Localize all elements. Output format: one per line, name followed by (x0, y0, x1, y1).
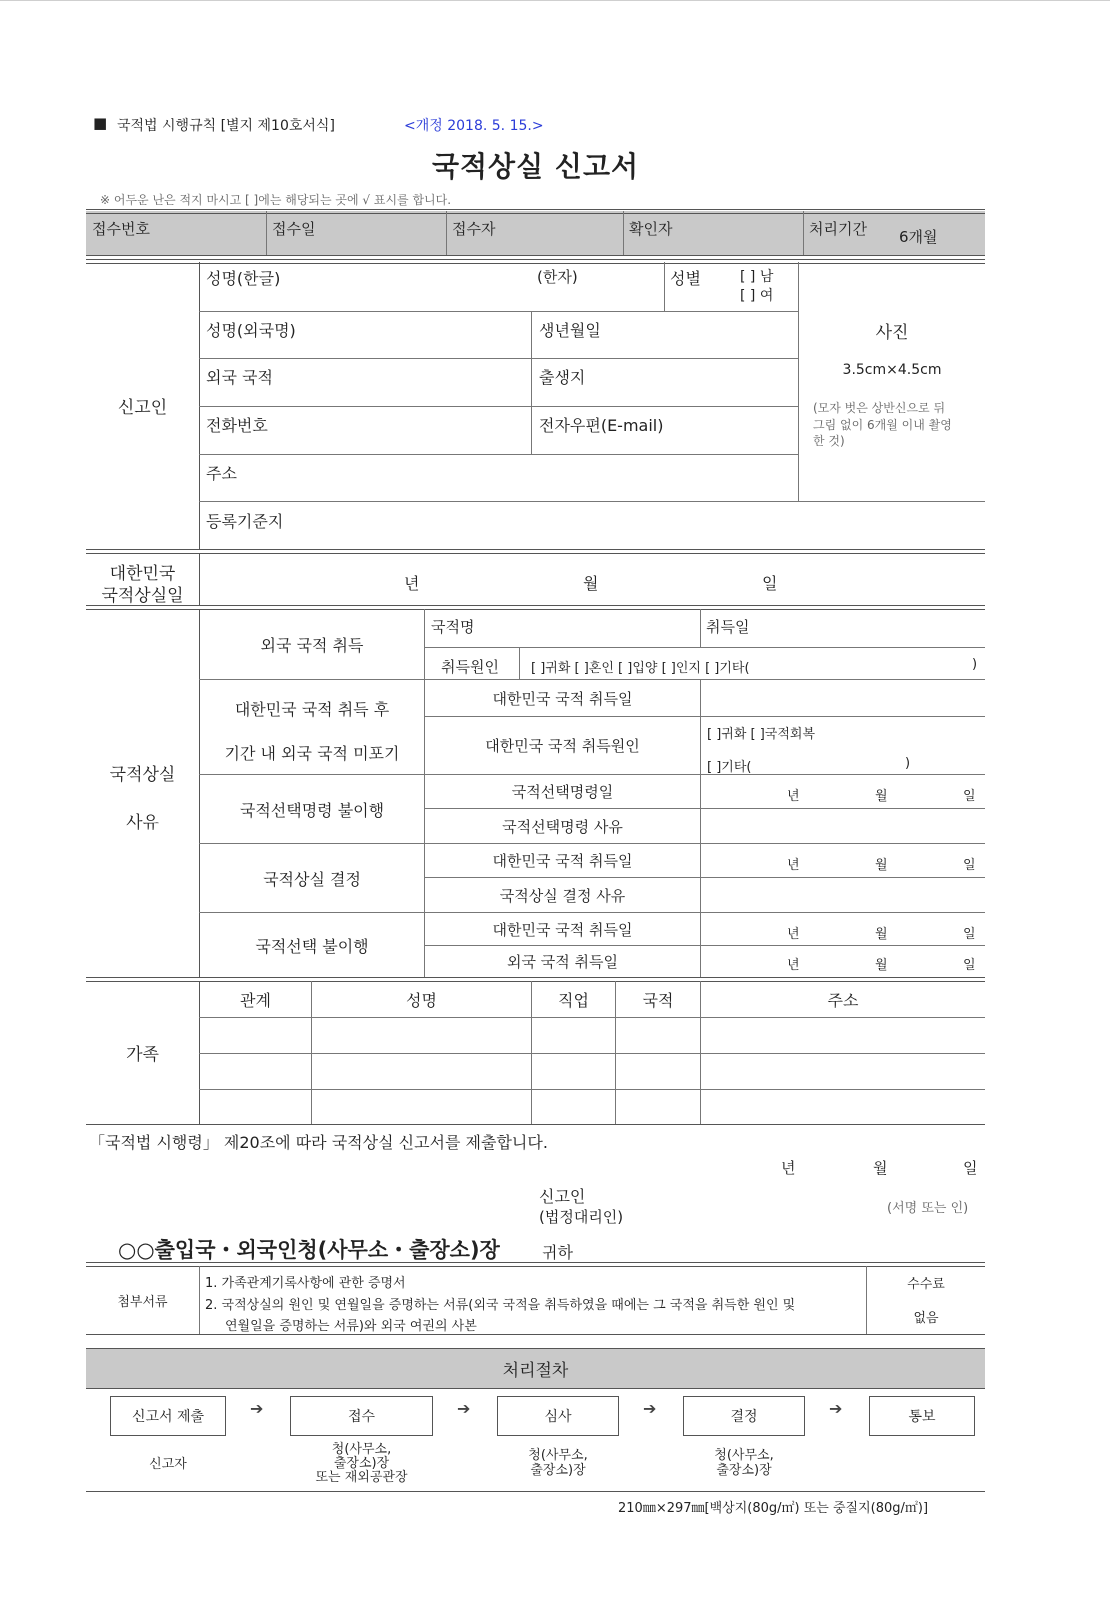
email-label: 전자우편(E-mail) (539, 416, 664, 435)
address-label: 주소 (206, 464, 237, 483)
sex-female-checkbox[interactable]: [ ] 여 (740, 288, 774, 304)
receiver-label: 접수자 (452, 220, 496, 238)
step-review: 심사 (497, 1396, 619, 1436)
order-date-year: 년 (787, 789, 800, 804)
period-value: 6개월 (899, 228, 938, 246)
name-foreign-label: 성명(외국명) (206, 321, 296, 340)
family-header-job: 직업 (558, 990, 589, 1010)
nation-name-label: 국적명 (431, 618, 475, 636)
recipient-honorific: 귀하 (542, 1243, 573, 1262)
form-note: ※ 어두운 난은 적지 마시고 [ ]에는 해당되는 곳에 √ 표시를 합니다. (100, 193, 452, 207)
step-submit: 신고서 제출 (110, 1396, 226, 1436)
select-foreign-year: 년 (787, 958, 800, 973)
arrow-icon: ➔ (457, 1399, 471, 1418)
kr-cause-close: ) (905, 756, 911, 771)
fee-label: 수수료 (907, 1277, 945, 1292)
family-header-nationality: 국적 (642, 990, 674, 1010)
actor-office-3b: 출장소)장 (716, 1463, 772, 1478)
select-kr-date-label: 대한민국 국적 취득일 (492, 920, 633, 939)
declarant-section-label: 신고인 (117, 398, 168, 418)
foreign-acquisition-label: 외국 국적 취득 (260, 635, 364, 655)
name-korean-label: 성명(한글) (206, 269, 281, 288)
bullet-icon: ■ (93, 114, 108, 132)
step-notify: 통보 (869, 1396, 975, 1436)
declarant-signature-label: 신고인 (539, 1187, 586, 1206)
birth-date-label: 생년월일 (539, 321, 601, 340)
select-foreign-day: 일 (963, 958, 976, 973)
decision-kr-date-label: 대한민국 국적 취득일 (492, 852, 633, 870)
name-hanja-label: (한자) (537, 268, 578, 286)
decision-date-day: 일 (963, 858, 976, 873)
rule-reference: 국적법 시행규칙 [별지 제10호서식] (117, 118, 335, 134)
actor-declarant: 신고자 (149, 1457, 187, 1472)
top-border (0, 0, 1110, 1)
revision-date: <개정 2018. 5. 15.> (404, 118, 544, 134)
reason-label-line1: 국적상실 (109, 765, 176, 785)
select-foreign-month: 월 (875, 958, 888, 973)
attachment-item-2a: 2. 국적상실의 원인 및 연월일을 증명하는 서류(외국 국적을 취득하였을 때에는 그 국적을 취득한 원인 및 (205, 1298, 796, 1313)
birthplace-label: 출생지 (539, 368, 586, 387)
acquisition-cause-label: 취득원인 (441, 658, 499, 676)
family-header-address: 주소 (827, 990, 859, 1010)
family-section-label: 가족 (126, 1045, 159, 1065)
select-kr-month: 월 (875, 927, 888, 942)
select-kr-year: 년 (787, 927, 800, 942)
receipt-date-label: 접수일 (272, 220, 316, 238)
declaration-year: 년 (781, 1159, 796, 1177)
arrow-icon: ➔ (829, 1399, 843, 1418)
legal-rep-label: (법정대리인) (539, 1208, 624, 1226)
reason-label-line2: 사유 (126, 813, 159, 833)
non-renounce-line1: 대한민국 국적 취득 후 (234, 700, 390, 719)
phone-label: 전화번호 (206, 416, 268, 435)
declaration-month: 월 (873, 1159, 888, 1177)
period-label: 처리기간 (809, 220, 867, 238)
attachment-item-2b: 연월일을 증명하는 서류)와 외국 여권의 사본 (225, 1319, 477, 1334)
registration-base-label: 등록기준지 (206, 512, 284, 531)
select-fail-label: 국적선택 불이행 (255, 936, 369, 956)
kr-cause-checkboxes-1[interactable]: [ ]귀화 [ ]국적회복 (707, 727, 816, 742)
photo-note-line1: (모자 벗은 상반신으로 뒤 (813, 401, 946, 415)
acquisition-cause-close: ) (972, 657, 978, 672)
non-renounce-line2: 기간 내 외국 국적 미포기 (224, 744, 400, 763)
foreign-nationality-label: 외국 국적 (206, 368, 273, 387)
loss-date-year: 년 (404, 574, 420, 593)
declaration-day: 일 (963, 1159, 978, 1177)
loss-date-label-line1: 대한민국 (109, 564, 176, 584)
loss-date-month: 월 (583, 574, 599, 593)
acquisition-cause-checkboxes[interactable]: [ ]귀화 [ ]혼인 [ ]입양 [ ]인지 [ ]기타( (531, 661, 750, 676)
loss-decision-label: 국적상실 결정 (263, 869, 361, 889)
decision-date-month: 월 (875, 858, 888, 873)
loss-date-day: 일 (762, 574, 778, 593)
sex-male-checkbox[interactable]: [ ] 남 (740, 269, 774, 285)
receipt-number-label: 접수번호 (92, 220, 150, 238)
checker-label: 확인자 (629, 220, 673, 238)
form-title: 국적상실 신고서 (431, 150, 640, 183)
acquisition-date-label: 취득일 (706, 618, 750, 636)
order-reason-label: 국적선택명령 사유 (502, 817, 623, 836)
family-header-relation: 관계 (240, 990, 271, 1010)
decision-date-year: 년 (787, 858, 800, 873)
order-fail-label: 국적선택명령 불이행 (239, 800, 385, 820)
step-decision: 결정 (683, 1396, 805, 1436)
order-date-label: 국적선택명령일 (511, 783, 614, 801)
order-date-month: 월 (875, 789, 888, 804)
arrow-icon: ➔ (250, 1399, 264, 1418)
arrow-icon: ➔ (643, 1399, 657, 1418)
actor-office-2a: 청(사무소, (528, 1448, 588, 1463)
kr-acquisition-cause-label: 대한민국 국적 취득원인 (485, 737, 640, 755)
attachments-label: 첨부서류 (117, 1294, 168, 1310)
select-foreign-date-label: 외국 국적 취득일 (507, 953, 618, 971)
select-kr-day: 일 (963, 927, 976, 942)
actor-office-3a: 청(사무소, (714, 1448, 774, 1463)
photo-note-line3: 한 것) (813, 434, 845, 448)
recipient-office: ○○출입국・외국인청(사무소・출장소)장 (118, 1238, 500, 1262)
photo-note-line2: 그림 없이 6개월 이내 촬영 (813, 418, 952, 432)
photo-size: 3.5cm×4.5cm (842, 362, 942, 378)
loss-date-label-line2: 국적상실일 (101, 586, 184, 606)
actor-office-2b: 출장소)장 (530, 1463, 586, 1478)
paper-spec: 210㎜×297㎜[백상지(80g/㎡) 또는 중질지(80g/㎡)] (618, 1501, 929, 1516)
declaration-statement: 「국적법 시행령」 제20조에 따라 국적상실 신고서를 제출합니다. (89, 1133, 548, 1152)
kr-acquisition-date-label: 대한민국 국적 취득일 (492, 689, 633, 708)
actor-office-1c: 또는 재외공관장 (315, 1470, 408, 1485)
decision-reason-label: 국적상실 결정 사유 (499, 886, 626, 905)
procedure-title: 처리절차 (502, 1360, 569, 1381)
photo-label: 사진 (875, 323, 909, 343)
family-header-name: 성명 (406, 990, 437, 1010)
step-receive: 접수 (290, 1396, 433, 1436)
kr-cause-checkboxes-2[interactable]: [ ]기타( (707, 760, 752, 775)
attachment-item-1: 1. 가족관계기록사항에 관한 증명서 (205, 1276, 406, 1291)
actor-office-1b: 출장소)장 (333, 1456, 390, 1471)
sex-label: 성별 (670, 269, 701, 288)
order-date-day: 일 (963, 789, 976, 804)
fee-value: 없음 (913, 1311, 939, 1326)
actor-office-1a: 청(사무소, (331, 1442, 392, 1457)
sign-or-seal: (서명 또는 인) (887, 1201, 969, 1216)
